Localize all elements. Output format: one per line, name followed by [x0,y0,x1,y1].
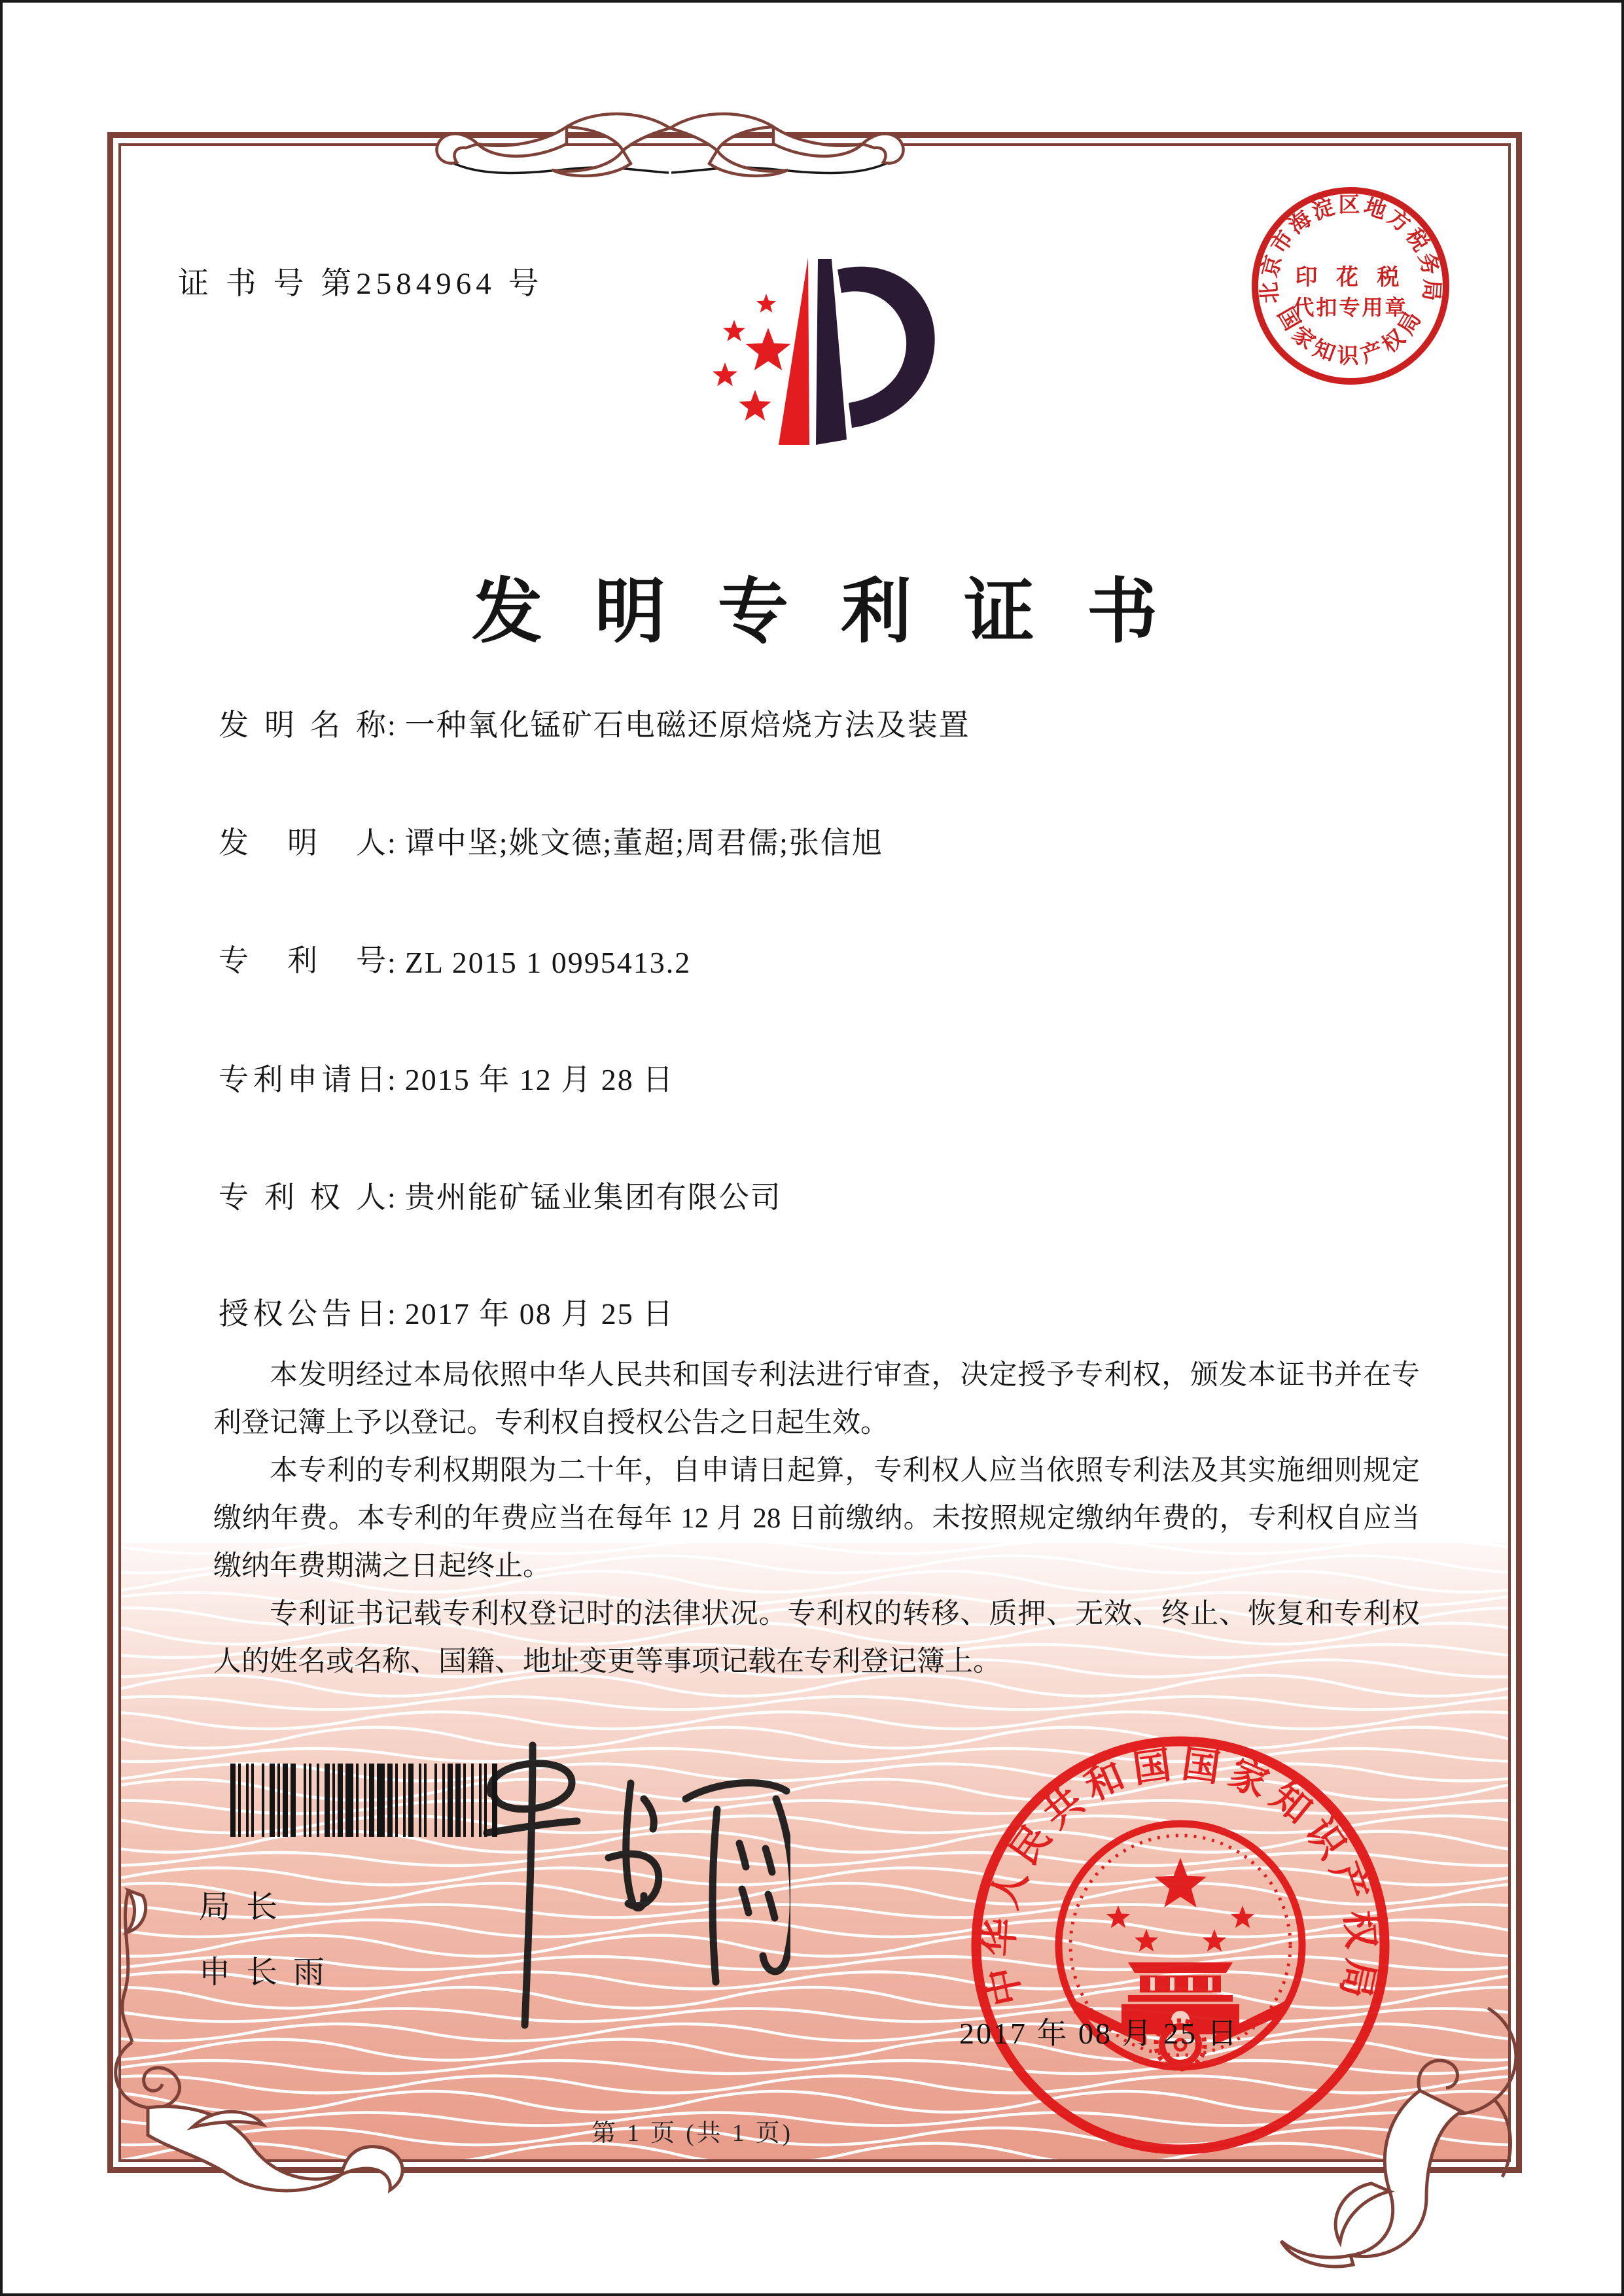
tax-stamp-line2: 代扣专用章 [1293,296,1408,319]
field-label: 授权公告日 [219,1297,386,1331]
field-label: 专利号 [219,944,386,977]
tax-stamp-line1: 印 花 税 [1295,266,1406,290]
paragraph-grant: 本发明经过本局依照中华人民共和国专利法进行审查，决定授予专利权，颁发本证书并在专利登记簿上予以登记。专利权自授权公告之日起生效。 [213,1360,1420,1438]
field-value: 一种氧化锰矿石电磁还原焙烧方法及装置 [404,708,970,742]
field-label: 发明人 [219,826,386,860]
field-colon: : [387,1063,396,1096]
field-colon: : [387,1297,396,1331]
logo-p-bowl [838,267,935,428]
cnipa-seal [958,1723,1403,2168]
paragraph-term-fees: 本专利的专利权期限为二十年，自申请日起算，专利权人应当依照专利法及其实施细则规定缴纳年费。本专利的年费应当在每年 12 月 28 日前缴纳。未按照规定缴纳年费的，专利权自应当缴纳年费期满之日起终止。 [213,1455,1420,1582]
paragraph-register: 专利证书记载专利权登记时的法律状况。专利权的转移、质押、无效、终止、恢复和专利权人的姓名或名称、国籍、地址变更等事项记载在专利登记簿上。 [213,1599,1420,1677]
field-value: 谭中坚;姚文德;董超;周君儒;张信旭 [404,826,883,860]
field-colon: : [387,1181,396,1214]
certificate-number: 证 书 号 第2584964 号 [178,267,544,301]
field-inventors [219,819,883,862]
field-invention-name [219,701,970,744]
field-grant-date [219,1290,674,1333]
tax-stamp-seal [1243,178,1458,394]
field-patent-number [219,937,691,980]
dragon-flourish-icon [415,86,925,224]
field-colon: : [387,708,396,742]
page-footer: 第 1 页 (共 1 页) [591,2120,793,2147]
field-patentee [219,1174,782,1217]
field-value: 2015 年 12 月 28 日 [404,1063,675,1096]
grant-date-stamp: 2017 年 08 月 25 日 [959,2017,1239,2050]
page-title: 发明专利证书 [471,574,1210,652]
field-value: 贵州能矿锰业集团有限公司 [404,1181,782,1214]
field-value: 2017 年 08 月 25 日 [404,1297,675,1331]
corner-flourish-bottom-left [94,1887,461,2200]
field-filing-date [219,1056,674,1099]
field-colon: : [387,826,396,860]
legal-text [213,1351,1420,1686]
director-title-label: 局长 [199,1890,294,1924]
field-label: 发明名称 [219,708,386,742]
field-label: 专利权人 [219,1181,386,1214]
field-label: 专利申请日 [219,1063,386,1096]
field-colon: : [387,946,396,979]
director-signature [437,1723,790,2037]
seal-arc-text: 中华人民共和国国家知识产权局 [978,1742,1383,2009]
logo-red-wedge [779,258,809,445]
tax-stamp-top-arc-text: 北京市海淀区地方税务局 [1258,194,1443,305]
cnipa-logo-icon [709,250,945,453]
director-name-label: 申长雨 [199,1955,341,1990]
field-value: ZL 2015 1 0995413.2 [404,946,692,979]
tax-stamp-bottom-arc-text: 国家知识产权局 [1272,304,1429,369]
